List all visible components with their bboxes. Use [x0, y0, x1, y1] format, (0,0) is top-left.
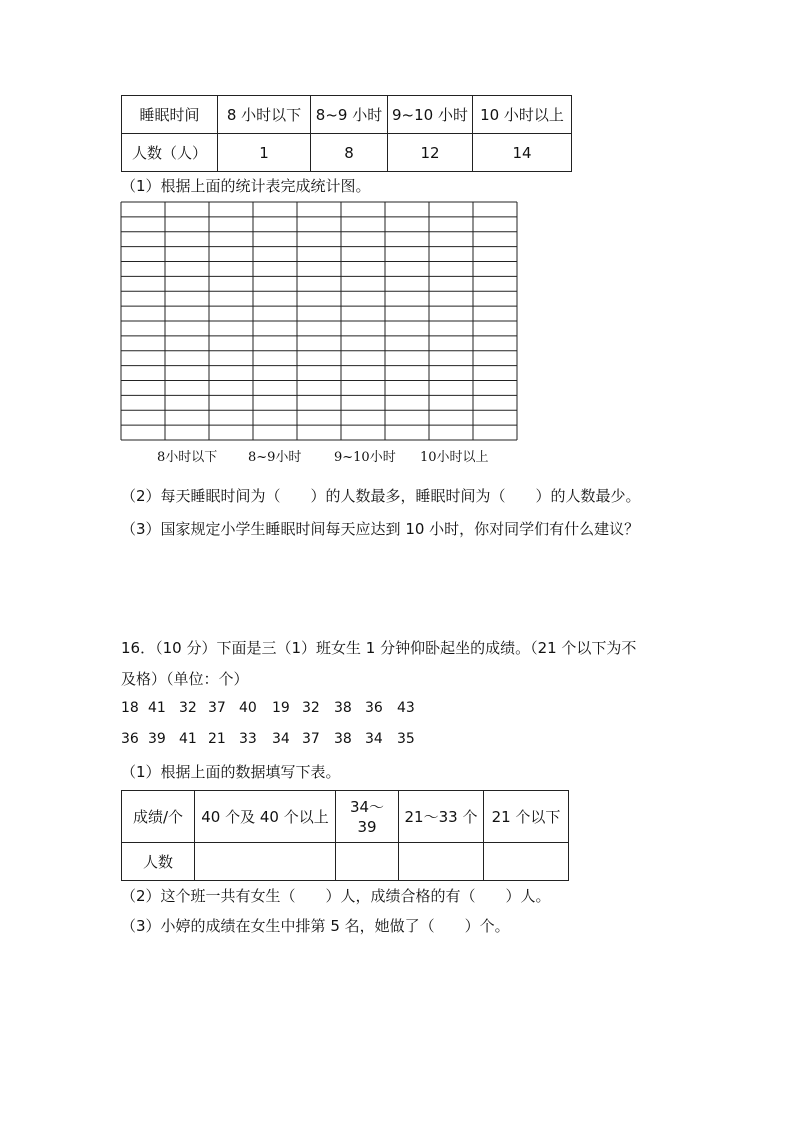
sleep-table-count-row	[122, 134, 572, 172]
scores-header-cell: 成绩/个	[122, 791, 195, 843]
scores-header-cell: 21 个以下	[484, 791, 569, 843]
scores-table-count-row	[122, 843, 569, 881]
scores-row-label: 人数	[122, 843, 195, 881]
grid-x-label: 8小时以下	[157, 450, 218, 465]
sleep-table-header-row	[122, 96, 572, 134]
problem-16-question-3: （3）小婷的成绩在女生中排第 5 名，她做了（ ）个。	[121, 917, 510, 935]
sleep-count-cell: 8	[311, 134, 388, 172]
score-value: 18	[121, 700, 139, 716]
question-3-text: （3）国家规定小学生睡眠时间每天应达到 10 小时，你对同学们有什么建议？	[121, 520, 640, 538]
score-value: 39	[148, 731, 166, 747]
grid-x-label: 8~9小时	[248, 450, 302, 465]
scores-blank-cell	[399, 843, 484, 881]
sleep-count-cell: 12	[388, 134, 473, 172]
grid-x-label: 9~10小时	[334, 450, 396, 465]
score-value: 38	[334, 731, 352, 747]
scores-row-1	[121, 700, 425, 716]
problem-16-line1: 16．（10 分）下面是三（1）班女生 1 分钟仰卧起坐的成绩。（21 个以下为不	[121, 639, 637, 657]
score-value: 40	[239, 700, 257, 716]
sleep-header-cell: 8~9 小时	[311, 96, 388, 134]
score-value: 38	[334, 700, 352, 716]
question-1-text: （1）根据上面的统计表完成统计图。	[121, 177, 371, 195]
scores-blank-cell	[195, 843, 336, 881]
scores-table-header-row	[122, 791, 569, 843]
score-value: 32	[302, 700, 320, 716]
problem-16-line2: 及格）（单位：个）	[121, 670, 249, 688]
scores-header-cell-text: 34～39	[349, 797, 385, 836]
scores-table	[121, 790, 569, 881]
problem-16-question-1: （1）根据上面的数据填写下表。	[121, 763, 341, 781]
score-value: 37	[302, 731, 320, 747]
sleep-header-cell: 睡眠时间	[122, 96, 218, 134]
sleep-header-cell: 9~10 小时	[388, 96, 473, 134]
scores-row-2	[121, 731, 425, 747]
scores-header-cell: 40 个及 40 个以上	[195, 791, 336, 843]
grid-x-label: 10小时以上	[420, 450, 489, 465]
score-value: 43	[397, 700, 415, 716]
sleep-header-cell: 10 小时以上	[473, 96, 572, 134]
scores-blank-cell	[484, 843, 569, 881]
scores-header-cell: 21～33 个	[399, 791, 484, 843]
score-value: 41	[179, 731, 197, 747]
score-value: 33	[239, 731, 257, 747]
problem-16-question-2: （2）这个班一共有女生（ ）人，成绩合格的有（ ）人。	[121, 887, 551, 905]
scores-blank-cell	[336, 843, 399, 881]
score-value: 35	[397, 731, 415, 747]
score-value: 19	[272, 700, 290, 716]
score-value: 34	[272, 731, 290, 747]
sleep-header-cell: 8 小时以下	[218, 96, 311, 134]
sleep-time-table	[121, 95, 572, 172]
sleep-count-cell: 14	[473, 134, 572, 172]
score-value: 36	[121, 731, 139, 747]
score-value: 41	[148, 700, 166, 716]
sleep-row-label: 人数（人）	[122, 134, 218, 172]
blank-chart-grid	[120, 201, 520, 443]
score-value: 37	[208, 700, 226, 716]
score-value: 32	[179, 700, 197, 716]
question-2-text: （2）每天睡眠时间为（ ）的人数最多，睡眠时间为（ ）的人数最少。	[121, 487, 641, 505]
score-value: 34	[365, 731, 383, 747]
sleep-count-cell: 1	[218, 134, 311, 172]
score-value: 21	[208, 731, 226, 747]
score-value: 36	[365, 700, 383, 716]
scores-header-cell	[336, 791, 399, 843]
